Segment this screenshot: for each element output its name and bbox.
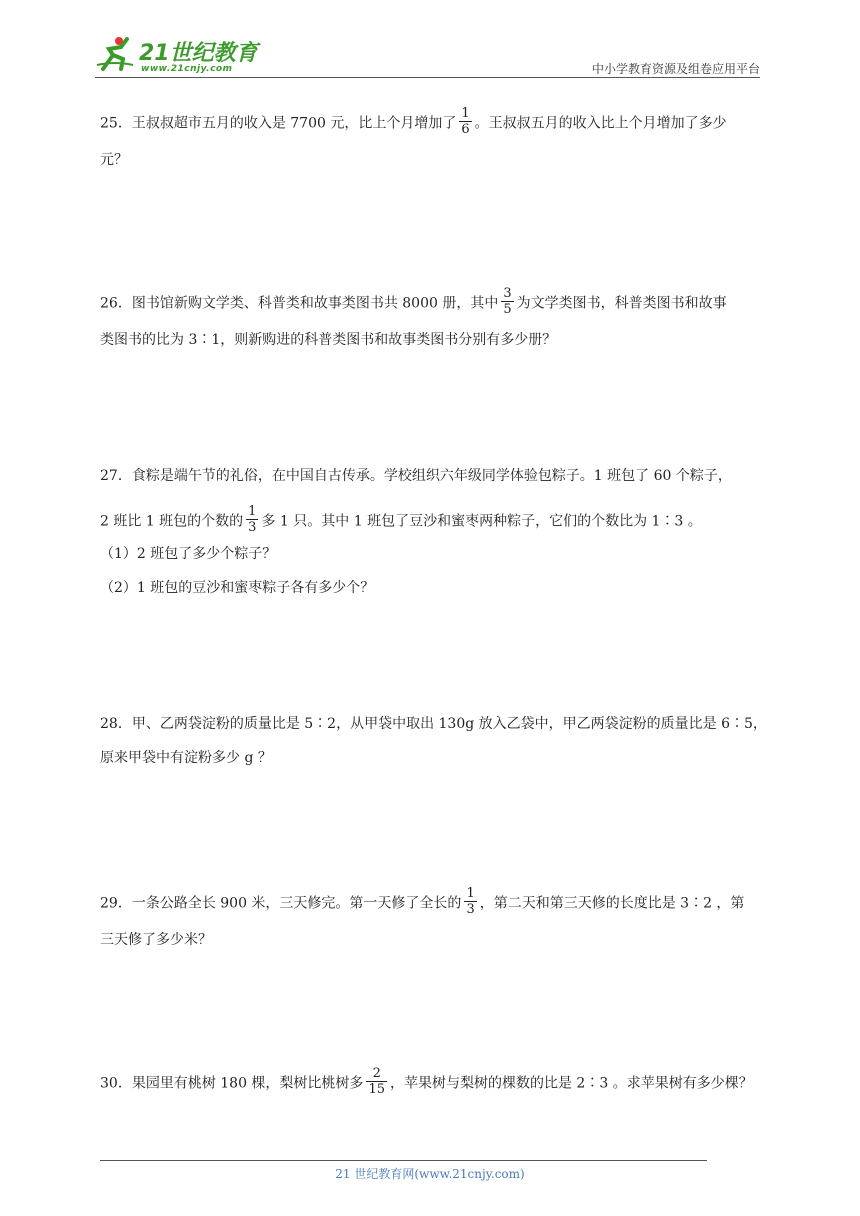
question-27-text-a: 2 班比 1 班包的个数的 <box>100 513 244 530</box>
question-29-text-b: ，第二天和第三天修的长度比是 3∶2 ，第 <box>479 895 745 912</box>
question-27-sub-2: （2）1 班包的豆沙和蜜枣粽子各有多少个？ <box>100 580 375 596</box>
fraction <box>366 1066 387 1097</box>
fraction-numerator: 1 <box>248 504 257 519</box>
question-27-sub-1: （1）2 班包了多少个粽子？ <box>100 546 277 562</box>
question-30-line-1 <box>100 1068 753 1099</box>
fraction <box>464 886 476 917</box>
fraction-numerator: 1 <box>466 886 475 901</box>
question-30-text-a: 30．果园里有桃树 180 棵，梨树比桃树多 <box>100 1075 364 1092</box>
fraction-denominator: 15 <box>368 1082 385 1097</box>
fraction-numerator: 2 <box>366 1066 387 1082</box>
logo-text: 21世纪教育 <box>139 41 258 66</box>
question-28-line-1: 28．甲、乙两袋淀粉的质量比是 5∶2，从甲袋中取出 130g 放入乙袋中，甲乙两袋淀粉的质量比是 6∶5， <box>100 716 767 732</box>
question-25-line-1 <box>100 108 727 139</box>
question-27-line-2 <box>100 506 702 537</box>
question-27-text-b: 多 1 只。其中 1 班包了豆沙和蜜枣两种粽子，它们的个数比为 1∶3 。 <box>261 513 702 530</box>
question-29-text-a: 29．一条公路全长 900 米，三天修完。第一天修了全长的 <box>100 895 462 912</box>
fraction-numerator: 3 <box>503 286 512 301</box>
question-30-text-b: ，苹果树与梨树的棵数的比是 2∶3 。求苹果树有多少棵？ <box>389 1075 753 1092</box>
question-27-line-1: 27．食粽是端午节的礼俗，在中国自古传承。学校组织六年级同学体验包粽子。1 班包了 60 个粽子， <box>100 468 732 484</box>
footer-link[interactable]: 21 世纪教育网(www.21cnjy.com) <box>335 1167 525 1181</box>
footer-divider <box>100 1160 707 1161</box>
question-28-line-2: 原来甲袋中有淀粉多少 g ？ <box>100 750 272 766</box>
header-platform-text: 中小学教育资源及组卷应用平台 <box>591 62 760 76</box>
question-25-text-b: 。王叔叔五月的收入比上个月增加了多少 <box>474 115 727 132</box>
runner-logo-icon <box>95 35 135 73</box>
question-25-line-2: 元？ <box>100 152 128 168</box>
fraction <box>459 106 471 137</box>
fraction-numerator: 1 <box>461 106 470 121</box>
question-26-line-1 <box>100 288 727 319</box>
fraction <box>246 504 258 535</box>
fraction-denominator: 3 <box>248 520 257 535</box>
fraction-denominator: 3 <box>466 902 475 917</box>
fraction-denominator: 5 <box>503 302 512 317</box>
question-26-text-b: 为文学类图书，科普类图书和故事 <box>516 295 727 312</box>
logo-url: www.21cnjy.com <box>141 64 233 74</box>
question-26-line-2: 类图书的比为 3∶1，则新购进的科普类图书和故事类图书分别有多少册？ <box>100 332 557 348</box>
fraction-denominator: 6 <box>461 122 470 137</box>
page-header <box>95 30 760 78</box>
question-26-text-a: 26．图书馆新购文学类、科普类和故事类图书共 8000 册，其中 <box>100 295 499 312</box>
question-25-text-a: 25．王叔叔超市五月的收入是 7700 元，比上个月增加了 <box>100 115 457 132</box>
fraction <box>501 286 513 317</box>
question-29-line-2: 三天修了多少米？ <box>100 932 212 948</box>
question-29-line-1 <box>100 888 744 919</box>
header-divider <box>95 77 760 78</box>
